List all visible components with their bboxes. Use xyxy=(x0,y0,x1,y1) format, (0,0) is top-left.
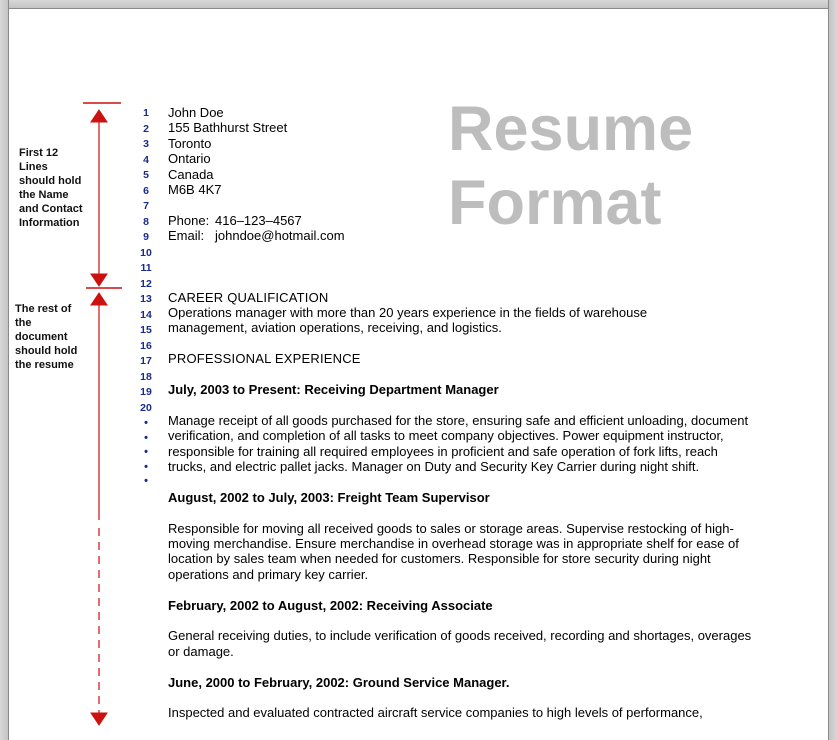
line-number: 11 xyxy=(140,262,152,274)
contact-phone-row xyxy=(168,213,758,228)
line-number: 6 xyxy=(143,184,149,197)
continuation-dot: • xyxy=(144,431,148,444)
line-number: 13 xyxy=(140,293,152,305)
job-title: June, 2000 to February, 2002: Ground Service Manager. xyxy=(168,674,510,690)
contact-note xyxy=(19,146,83,230)
contact-note-line: Lines xyxy=(19,161,48,173)
line-number: 19 xyxy=(140,386,152,398)
job-title: February, 2002 to August, 2002: Receiving Associate xyxy=(168,597,493,613)
job-title: July, 2003 to Present: Receiving Department Manager xyxy=(168,382,499,398)
rest-note xyxy=(15,302,77,372)
email-label: Email: xyxy=(168,228,205,244)
continuation-dot: • xyxy=(144,475,148,487)
contact-email-row xyxy=(168,228,758,243)
contact-name: John Doe xyxy=(168,105,224,120)
rest-note-line: should hold xyxy=(15,345,78,357)
career-heading: CAREER QUALIFICATION xyxy=(168,289,329,305)
experience-heading: PROFESSIONAL EXPERIENCE xyxy=(168,351,361,367)
contact-postal-code: M6B 4K7 xyxy=(168,181,222,197)
job-description: Inspected and evaluated contracted aircraft service companies to high levels of performance, xyxy=(168,705,703,721)
contact-province: Ontario xyxy=(168,151,211,167)
rest-note-line: The rest of xyxy=(15,303,72,315)
continuation-dot: • xyxy=(144,460,148,473)
job-description: General receiving duties, to include verification of goods received, recording and shortages, overages or damage. xyxy=(168,628,752,659)
continuation-dot: • xyxy=(144,446,148,458)
continuation-dot: • xyxy=(144,417,148,429)
line-number: 14 xyxy=(140,308,152,321)
contact-note-line: and Contact xyxy=(19,203,83,215)
contact-note-line: the Name xyxy=(19,189,69,201)
line-number: 12 xyxy=(140,277,152,290)
line-number: 5 xyxy=(143,169,149,181)
job-description: Manage receipt of all goods purchased for the store, ensuring safe and efficient unloading, document verification, and completion of all tasks to meet company objectives. Power equipment instructor, responsible for training all required employees in proficient and safe operation of fork lifts, reach trucks, and electric pallet jacks. Manager on Duty and Security Key Carrier during night shift. xyxy=(168,412,749,475)
line-number: 8 xyxy=(143,215,149,228)
line-number: 4 xyxy=(143,153,149,166)
contact-note-line: Information xyxy=(19,217,80,229)
line-numbers xyxy=(136,106,156,489)
title-line-resume: Resume xyxy=(448,94,694,164)
line-number: 20 xyxy=(140,401,152,414)
phone-label: Phone: xyxy=(168,212,210,228)
title-line-format: Format xyxy=(448,168,662,238)
job-description: Responsible for moving all received goods to sales or storage areas. Supervise restocking of high-moving merchandise. Ensure merchandise in overhead storage was in appropriate shelf for ease of location by sales team when needed for customers. Responsible for store security during night operations and primary key carrier. xyxy=(168,520,739,582)
line-number: 3 xyxy=(143,138,149,150)
line-number: 2 xyxy=(143,122,149,135)
job-title: August, 2002 to July, 2003: Freight Team Supervisor xyxy=(168,489,490,505)
contact-note-line: First 12 xyxy=(19,147,59,159)
phone-value: 416–123–4567 xyxy=(215,212,302,228)
line-number: 17 xyxy=(140,355,152,367)
contact-city: Toronto xyxy=(168,135,212,151)
email-value: johndoe@hotmail.com xyxy=(215,228,345,244)
contact-country: Canada xyxy=(168,166,214,182)
contact-note-line: should hold xyxy=(19,175,82,187)
career-summary-line: Operations manager with more than 20 years experience in the fields of warehouse xyxy=(168,305,648,321)
contact-arrowhead-down xyxy=(91,274,107,286)
career-summary-line: management, aviation operations, receiving, and logistics. xyxy=(168,320,502,336)
contact-street: 155 Bathhurst Street xyxy=(168,120,288,136)
line-number: 18 xyxy=(140,370,152,383)
resume-arrowhead-down xyxy=(91,713,107,725)
line-number: 7 xyxy=(143,200,149,212)
line-number: 9 xyxy=(143,231,149,243)
rest-note-line: document xyxy=(15,331,68,343)
rest-note-line: the xyxy=(15,317,32,329)
line-number: 1 xyxy=(143,107,149,119)
resume-body xyxy=(168,105,758,721)
rest-note-line: the resume xyxy=(15,359,74,371)
line-number: 16 xyxy=(140,339,152,352)
line-number: 10 xyxy=(140,246,152,259)
line-number: 15 xyxy=(140,324,152,336)
